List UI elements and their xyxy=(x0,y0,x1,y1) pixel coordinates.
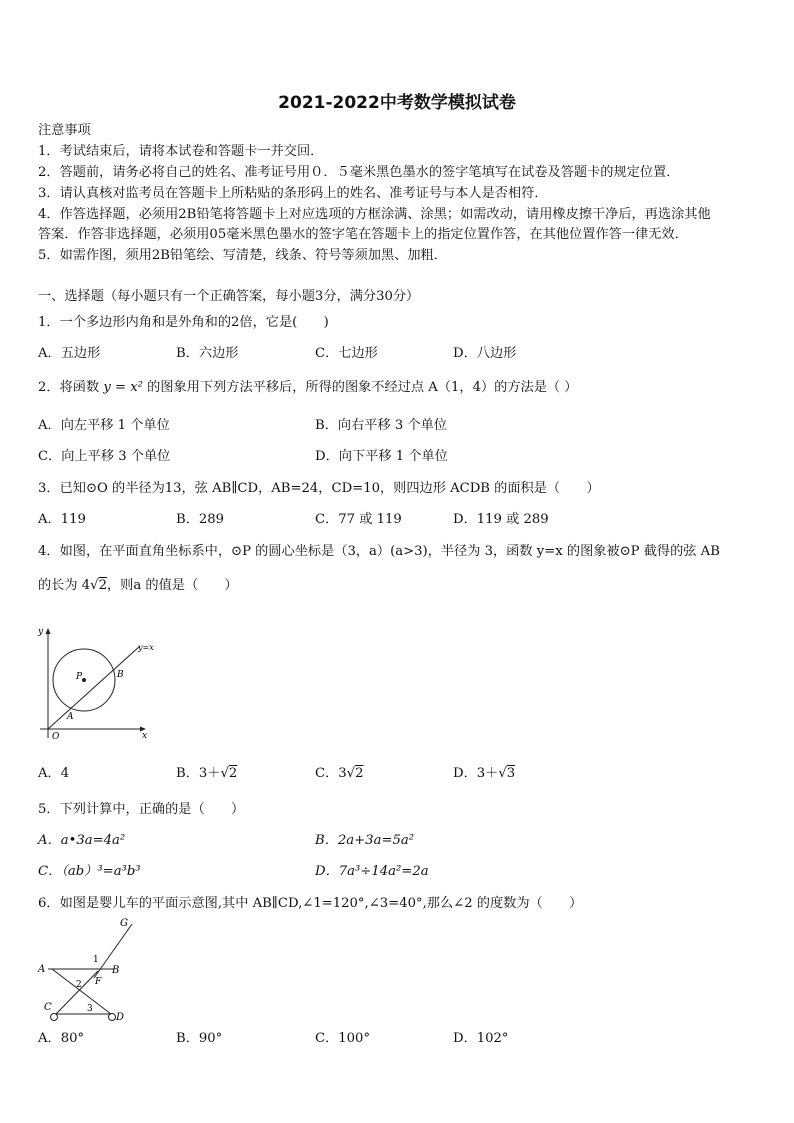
q6-option-b: B．90° xyxy=(176,1031,223,1046)
question-3-stem: 3．已知⊙O 的半径为13，弦 AB∥CD，AB=24，CD=10，则四边形 ACDB 的面积是（ ） xyxy=(38,481,600,496)
q4-option-c-radicand: 2 xyxy=(355,766,364,781)
angle-3-label: 3 xyxy=(87,1004,93,1014)
question-5-stem: 5．下列计算中，正确的是（ ） xyxy=(38,802,245,817)
q2-option-d: D．向下平移 1 个单位 xyxy=(315,449,448,464)
question-1-stem: 1．一个多边形内角和是外角和的2倍，它是( ) xyxy=(38,315,329,330)
q1-option-c: C．七边形 xyxy=(315,346,378,361)
q5-option-b: B．2a+3a=5a² xyxy=(315,833,415,848)
sqrt-symbol: √ xyxy=(498,766,507,781)
q2-option-a: A．向左平移 1 个单位 xyxy=(38,418,170,433)
q6-option-c: C．100° xyxy=(315,1031,371,1046)
q4-option-b xyxy=(176,764,237,784)
y-axis-label: y xyxy=(38,627,44,637)
q4-option-d xyxy=(453,764,515,784)
question-2-stem xyxy=(38,378,577,398)
q5-option-a: A．a•3a=4a² xyxy=(38,833,126,848)
q4-option-b-radicand: 2 xyxy=(228,766,238,781)
point-c-label: C xyxy=(44,1002,52,1013)
q4-coordinate-figure xyxy=(36,620,166,745)
q1-option-b: B．六边形 xyxy=(176,346,239,361)
point-a-label: A xyxy=(38,964,46,975)
notice-item: 4．作答选择题，必须用2B铅笔将答题卡上对应选项的方框涂满、涂黑；如需改动，请用橡皮擦干净后，再选涂其他 xyxy=(38,207,711,222)
notice-item: 5．如需作图，须用2B铅笔绘、写清楚，线条、符号等须加黑、加粗． xyxy=(38,248,447,263)
q3-option-d: D．119 或 289 xyxy=(453,512,549,527)
question-4-stem-line1: 4．如图，在平面直角坐标系中，⊙P 的圆心坐标是（3，a）(a>3)，半径为 3，函数 y=x 的图象被⊙P 截得的弦 AB xyxy=(38,544,720,559)
notice-heading: 注意事项 xyxy=(38,123,91,138)
q4-option-a-text: A．4 xyxy=(38,766,70,781)
notice-item: 3．请认真核对监考员在答题卡上所粘贴的条形码上的姓名、准考证号与本人是否相符． xyxy=(38,186,548,201)
question-6-stem: 6．如图是婴儿车的平面示意图,其中 AB∥CD,∠1=120°,∠3=40°,那么∠2 的度数为（ ） xyxy=(38,896,583,911)
angle-2-label: 2 xyxy=(76,980,82,990)
q4-option-c-text: C．3 xyxy=(315,766,347,781)
page-title: 2021-2022中考数学模拟试卷 xyxy=(278,93,516,113)
q2-stem-pre: 2．将函数 xyxy=(38,380,100,395)
wheel-d xyxy=(109,1014,116,1021)
q1-option-d: D．八边形 xyxy=(453,346,517,361)
q4-stem-post: ，则a 的值是（ ） xyxy=(106,578,238,593)
q2-stem-post: 的图象用下列方法平移后，所得的图象不经过点 A（1，4）的方法是（ ） xyxy=(147,380,578,395)
line-label: y=x xyxy=(138,643,154,652)
point-a-label: A xyxy=(67,712,74,722)
q6-option-d: D．102° xyxy=(453,1031,509,1046)
q6-option-a: A．80° xyxy=(38,1031,85,1046)
point-b-label: B xyxy=(112,965,120,976)
point-f-label: F xyxy=(95,977,102,987)
notice-item: 2．答题前，请务必将自己的姓名、准考证号用０．５毫米黑色墨水的签字笔填写在试卷及答题卡的规定位置． xyxy=(38,165,680,180)
q4-option-d-text: D．3＋ xyxy=(453,766,499,781)
q4-option-d-radicand: 3 xyxy=(506,766,516,781)
sqrt-symbol: √ xyxy=(220,766,229,781)
question-4-stem-line2 xyxy=(38,576,238,596)
q2-option-c: C．向上平移 3 个单位 xyxy=(38,449,171,464)
q3-option-c: C．77 或 119 xyxy=(315,512,402,527)
sqrt-symbol: √ xyxy=(346,766,356,781)
q4-option-c xyxy=(315,764,363,784)
q3-option-a: A．119 xyxy=(38,512,86,527)
q2-option-b: B．向右平移 3 个单位 xyxy=(315,418,447,433)
q6-stroller-figure xyxy=(36,914,148,1024)
point-g-label: G xyxy=(120,918,128,929)
point-d-label: D xyxy=(116,1012,125,1023)
sqrt-symbol: √ xyxy=(90,578,99,593)
point-b-label: B xyxy=(117,670,124,680)
q4-stem-pre: 的长为 4 xyxy=(38,578,91,593)
y-axis-arrow xyxy=(46,628,51,634)
q4-option-b-text: B．3＋ xyxy=(176,766,221,781)
q3-option-b: B．289 xyxy=(176,512,225,527)
origin-label: O xyxy=(52,732,60,742)
notice-item: 答案．作答非选择题，必须用05毫米黑色墨水的签字笔在答题卡上的指定位置作答，在其他位置作答一律无效． xyxy=(38,227,688,242)
q5-option-c: C．（ab）³=a³b³ xyxy=(38,864,141,879)
angle-1-label: 1 xyxy=(93,955,99,965)
q2-formula: y = x² xyxy=(103,380,143,395)
x-axis-label: x xyxy=(142,731,148,741)
notice-item: 1．考试结束后，请将本试卷和答题卡一并交回． xyxy=(38,144,324,159)
point-p-label: P xyxy=(76,672,83,682)
q1-option-a: A．五边形 xyxy=(38,346,101,361)
line-a-d xyxy=(52,969,111,1014)
center-point-p xyxy=(82,678,86,682)
section-heading: 一、选择题（每小题只有一个正确答案，每小题3分，满分30分） xyxy=(38,289,420,304)
wheel-c xyxy=(51,1014,58,1021)
q4-option-a xyxy=(38,764,69,784)
q5-option-d: D．7a³÷14a²=2a xyxy=(315,864,429,879)
q4-radicand: 2 xyxy=(98,578,107,593)
